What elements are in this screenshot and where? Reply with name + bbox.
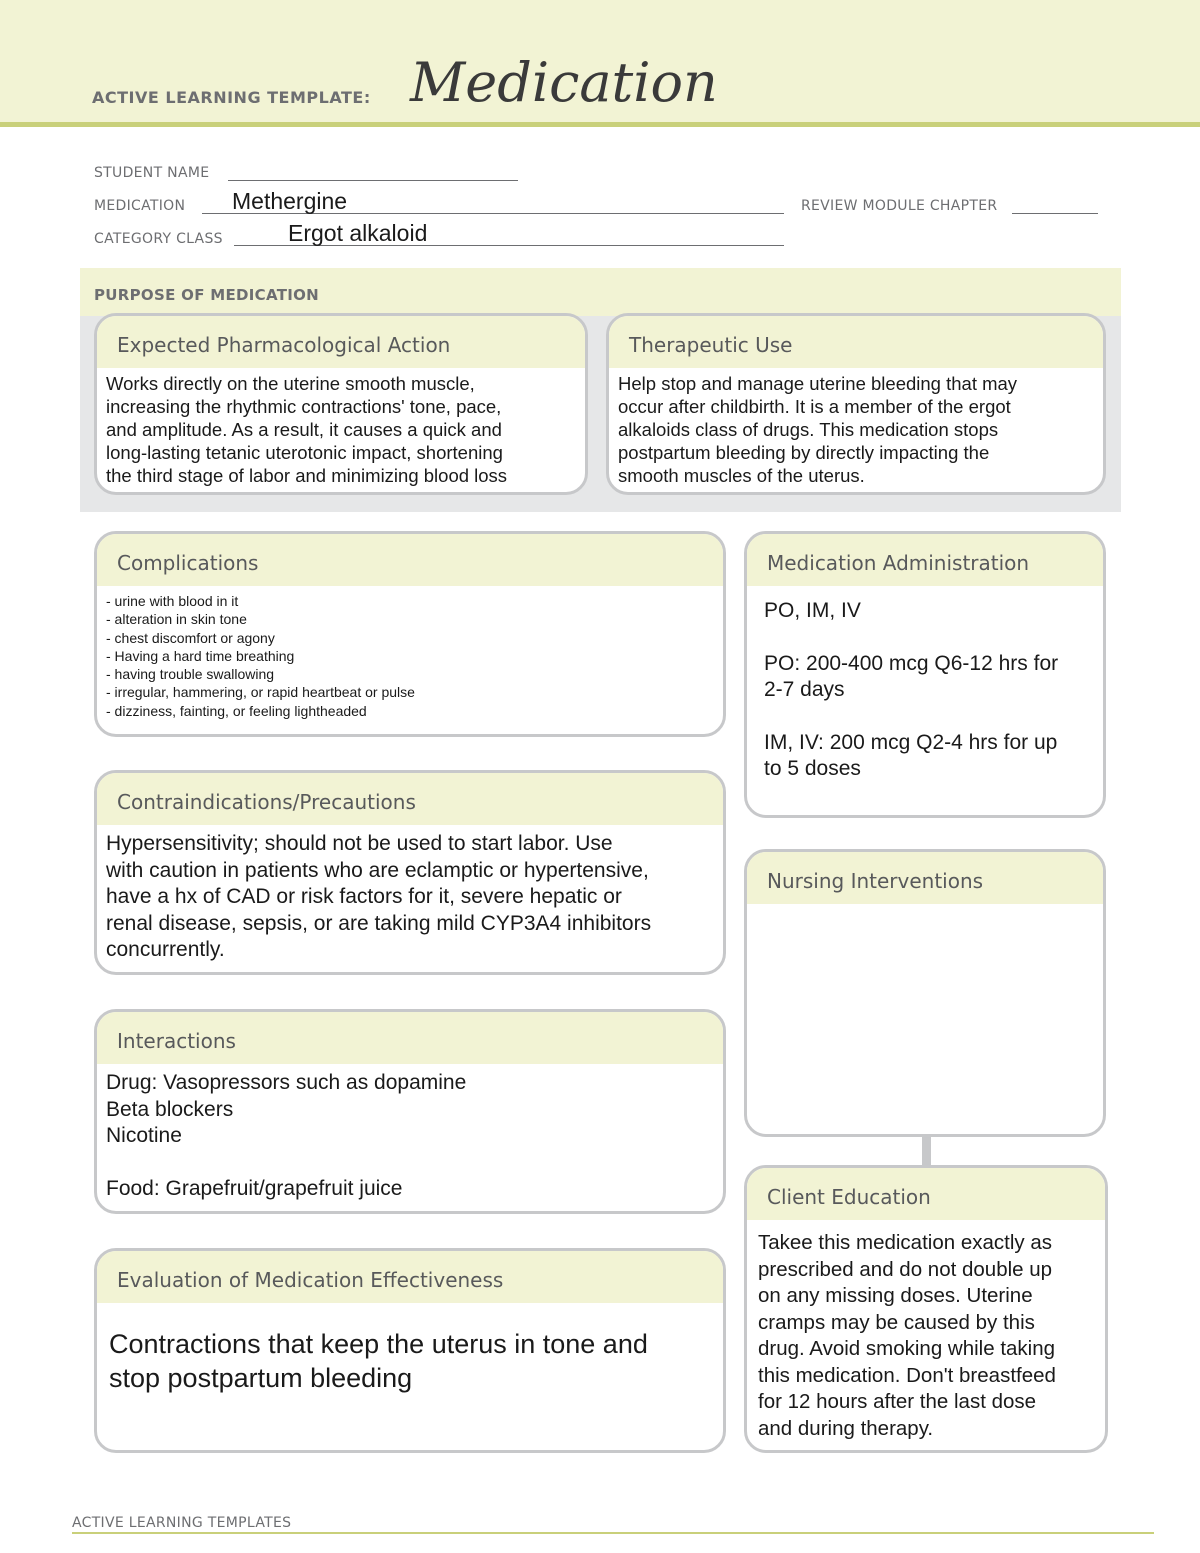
footer-text: ACTIVE LEARNING TEMPLATES <box>72 1515 292 1531</box>
connector-bar <box>922 1136 931 1167</box>
contraindications-body[interactable] <box>97 825 723 964</box>
administration-iv-dose: to 5 doses <box>764 757 861 780</box>
student-name-field[interactable] <box>228 180 518 181</box>
review-module-label: REVIEW MODULE CHAPTER <box>801 198 998 214</box>
therapeutic-use-body[interactable] <box>609 368 1103 487</box>
student-name-label: STUDENT NAME <box>94 165 210 181</box>
contraindication-line: renal disease, sepsis, or are taking mild CYP3A4 inhibitors <box>106 911 652 935</box>
interactions-card <box>94 1009 726 1214</box>
administration-po-dose: PO: 200-400 mcg Q6-12 hrs for <box>764 651 1059 675</box>
complication-item: - urine with blood in it <box>106 593 239 609</box>
therapeutic-use-heading: Therapeutic Use <box>609 316 1103 368</box>
therapeutic-use-line: occur after childbirth. It is a member of the ergot <box>618 396 1011 417</box>
nursing-interventions-card <box>744 849 1106 1137</box>
therapeutic-use-line: Help stop and manage uterine bleeding that may <box>618 373 1018 394</box>
client-education-line: on any missing doses. Uterine <box>758 1284 1033 1307</box>
evaluation-line: stop postpartum bleeding <box>109 1363 413 1393</box>
nursing-interventions-heading: Nursing Interventions <box>747 852 1103 904</box>
medication-administration-card <box>744 531 1106 818</box>
complications-body[interactable] <box>97 586 723 720</box>
review-module-field[interactable] <box>1012 213 1098 214</box>
complication-item: - Having a hard time breathing <box>106 647 295 664</box>
interaction-drug-line: Drug: Vasopressors such as dopamine <box>106 1071 467 1094</box>
interaction-drug-line: Nicotine <box>106 1124 182 1147</box>
contraindications-card <box>94 770 726 975</box>
evaluation-card <box>94 1248 726 1453</box>
expected-action-heading: Expected Pharmacological Action <box>97 316 585 368</box>
client-education-body[interactable] <box>747 1220 1105 1442</box>
client-education-line: for 12 hours after the last dose <box>758 1390 1037 1413</box>
purpose-title: PURPOSE OF MEDICATION <box>94 286 320 304</box>
administration-routes: PO, IM, IV <box>764 599 861 622</box>
footer-rule <box>72 1532 1154 1534</box>
evaluation-body[interactable] <box>97 1303 723 1395</box>
evaluation-line: Contractions that keep the uterus in tone and <box>109 1329 648 1359</box>
template-label: ACTIVE LEARNING TEMPLATE: <box>92 88 371 107</box>
administration-iv-dose: IM, IV: 200 mcg Q2-4 hrs for up <box>764 730 1058 754</box>
template-title: Medication <box>410 51 718 114</box>
client-education-line: Takee this medication exactly as <box>758 1231 1052 1254</box>
client-education-line: cramps may be caused by this <box>758 1310 1035 1334</box>
complications-heading: Complications <box>97 534 723 586</box>
complications-card <box>94 531 726 737</box>
contraindications-heading: Contraindications/Precautions <box>97 773 723 825</box>
category-class-value: Ergot alkaloid <box>288 220 428 246</box>
medication-administration-body[interactable] <box>747 586 1103 783</box>
client-education-line: and during therapy. <box>758 1416 934 1440</box>
medication-label: MEDICATION <box>94 198 186 214</box>
contraindication-line: concurrently. <box>106 938 225 961</box>
client-education-heading: Client Education <box>747 1168 1105 1220</box>
therapeutic-use-line: smooth muscles of the uterus. <box>618 465 865 486</box>
complication-item: - irregular, hammering, or rapid heartbeat or pulse <box>106 684 415 701</box>
client-education-line: this medication. Don't breastfeed <box>758 1363 1056 1387</box>
evaluation-heading: Evaluation of Medication Effectiveness <box>97 1251 723 1303</box>
medication-administration-heading: Medication Administration <box>747 534 1103 586</box>
expected-action-line: and amplitude. As a result, it causes a quick and <box>106 419 502 440</box>
contraindication-line: have a hx of CAD or risk factors for it, severe hepatic or <box>106 885 622 908</box>
complication-item: - alteration in skin tone <box>106 611 247 628</box>
category-class-label: CATEGORY CLASS <box>94 231 223 247</box>
complication-item: - chest discomfort or agony <box>106 629 275 646</box>
interactions-body[interactable] <box>97 1064 723 1202</box>
nursing-interventions-body[interactable] <box>747 904 1103 908</box>
expected-action-line: Works directly on the uterine smooth muscle, <box>106 373 475 394</box>
client-education-line: drug. Avoid smoking while taking <box>758 1337 1056 1360</box>
administration-po-dose: 2-7 days <box>764 678 845 701</box>
medication-value: Methergine <box>232 188 348 214</box>
expected-action-body[interactable] <box>97 368 585 487</box>
interactions-heading: Interactions <box>97 1012 723 1064</box>
therapeutic-use-line: alkaloids class of drugs. This medication stops <box>618 419 999 440</box>
complication-item: - having trouble swallowing <box>106 666 275 683</box>
client-education-card <box>744 1165 1108 1453</box>
complication-item: - dizziness, fainting, or feeling lightheaded <box>106 702 367 719</box>
expected-action-line: the third stage of labor and minimizing blood loss <box>106 465 508 486</box>
therapeutic-use-line: postpartum bleeding by directly impacting the <box>618 442 990 463</box>
header-rule <box>0 122 1200 127</box>
client-education-line: prescribed and do not double up <box>758 1257 1053 1281</box>
therapeutic-use-card <box>606 313 1106 495</box>
expected-action-card <box>94 313 588 495</box>
interaction-drug-line: Beta blockers <box>106 1097 234 1121</box>
expected-action-line: increasing the rhythmic contractions' tone, pace, <box>106 396 502 417</box>
interaction-food-line: Food: Grapefruit/grapefruit juice <box>106 1176 403 1200</box>
expected-action-line: long-lasting tetanic uterotonic impact, shortening <box>106 442 503 463</box>
contraindication-line: with caution in patients who are eclamptic or hypertensive, <box>106 858 649 882</box>
contraindication-line: Hypersensitivity; should not be used to start labor. Use <box>106 832 613 855</box>
